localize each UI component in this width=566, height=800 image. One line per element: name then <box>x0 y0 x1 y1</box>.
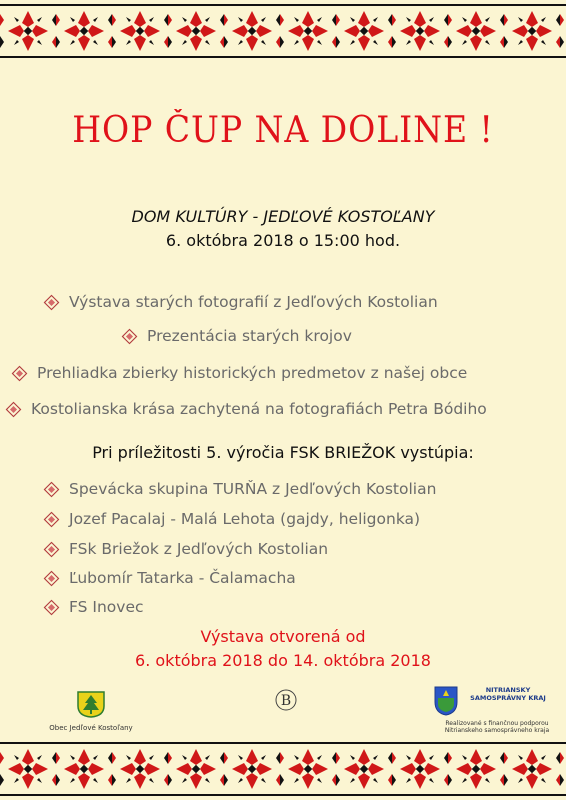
performer-item <box>46 569 296 587</box>
b-monogram-logo <box>274 686 298 718</box>
performers-heading: Pri príležitosti 5. výročia FSK BRIEŽOK vystúpia: <box>92 443 474 462</box>
diamond-bullet-icon <box>44 541 60 557</box>
diamond-bullet-icon <box>44 570 60 586</box>
performer-item <box>46 510 420 528</box>
b-monogram-text: B <box>280 693 292 709</box>
performer-item <box>46 598 144 616</box>
performer-label: Spevácka skupina TURŇA z Jedľových Kostolian <box>69 480 437 498</box>
diamond-bullet-icon <box>122 328 138 344</box>
performer-label: Jozef Pacalaj - Malá Lehota (gajdy, heligonka) <box>69 510 421 528</box>
obec-logo <box>36 690 146 732</box>
venue: DOM KULTÚRY - JEDĽOVÉ KOSTOĽANY <box>131 207 435 226</box>
performer-item <box>46 480 436 498</box>
nsk-org-name: NITRIANSKY SAMOSPRÁVNY KRAJ <box>470 686 546 702</box>
performer-item <box>46 540 328 558</box>
diamond-bullet-icon <box>44 599 60 615</box>
program-item <box>8 400 487 418</box>
diamond-bullet-icon <box>6 401 22 417</box>
obec-caption: Obec Jedľové Kostoľany <box>49 724 133 732</box>
diamond-bullet-icon <box>44 294 60 310</box>
exhibition-line-2: 6. októbra 2018 do 14. októbra 2018 <box>135 651 431 670</box>
program-item-label: Výstava starých fotografií z Jedľových Kostolian <box>69 293 438 311</box>
performer-label: Ľubomír Tatarka - Čalamacha <box>69 569 296 587</box>
fir-tree-coat-of-arms-icon <box>76 690 106 718</box>
b-monogram-icon <box>274 686 298 714</box>
program-item-label: Prehliadka zbierky historických predmetov z našej obce <box>37 364 468 382</box>
diamond-bullet-icon <box>44 511 60 527</box>
performer-label: FSk Briežok z Jedľových Kostolian <box>69 540 329 558</box>
event-date: 6. októbra 2018 o 15:00 hod. <box>165 231 401 250</box>
diamond-bullet-icon <box>44 481 60 497</box>
bottom-ornamental-border <box>0 738 566 800</box>
nsk-support-note: Realizované s finančnou podporou Nitrianskeho samosprávneho kraja <box>444 720 550 734</box>
event-title: HOP ČUP NA DOLINE ! <box>72 110 494 151</box>
exhibition-line-1: Výstava otvorená od <box>200 627 366 646</box>
top-ornamental-border <box>0 0 566 62</box>
program-item-label: Kostolianska krása zachytená na fotografiách Petra Bódiho <box>31 400 487 418</box>
program-item-label: Prezentácia starých krojov <box>147 327 352 345</box>
diamond-bullet-icon <box>12 365 28 381</box>
nsk-coat-of-arms-icon <box>434 686 458 716</box>
program-item <box>46 293 438 311</box>
performer-label: FS Inovec <box>69 598 144 616</box>
program-item <box>14 364 467 382</box>
program-item <box>124 327 352 345</box>
